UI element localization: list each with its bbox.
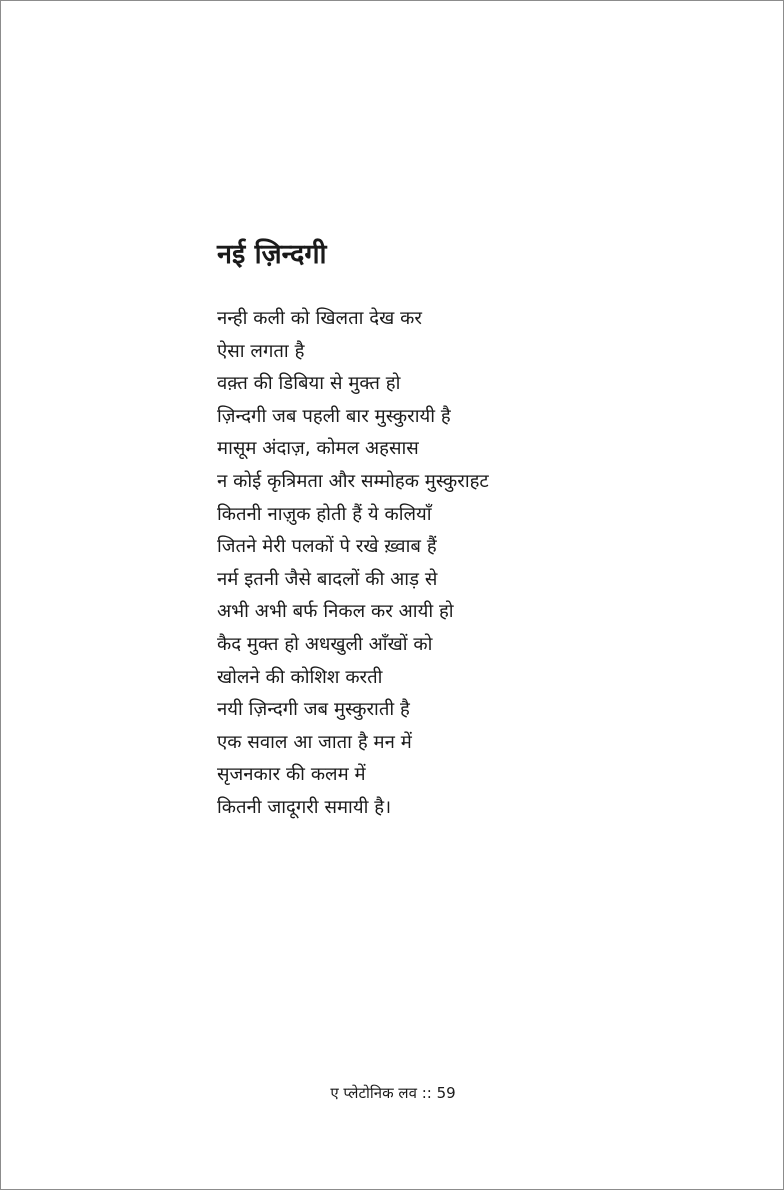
poem-line: ऐसा लगता है: [217, 340, 305, 362]
poem-line: जितने मेरी पलकों पे रखे ख़्वाब हैं: [217, 536, 437, 558]
poem-line: एक सवाल आ जाता है मन में: [217, 731, 412, 753]
poem-title: नई ज़िन्दगी: [217, 239, 327, 270]
poem-line: कैद मुक्त हो अधखुली आँखों को: [217, 633, 433, 655]
poem-line: अभी अभी बर्फ निकल कर आयी हो: [217, 601, 454, 623]
poem-line: सृजनकार की कलम में: [217, 764, 366, 786]
poem-line: कितनी नाज़ुक होती हैं ये कलियाँ: [217, 503, 432, 525]
page-footer: ए प्लेटोनिक लव :: 59: [330, 1084, 456, 1102]
poem-body: [217, 303, 489, 825]
poem-line: मासूम अंदाज़, कोमल अहसास: [217, 438, 419, 460]
poem-line: नयी ज़िन्दगी जब मुस्कुराती है: [217, 699, 410, 721]
poem-line: कितनी जादूगरी समायी है।: [217, 796, 392, 818]
poem-line: वक़्त की डिबिया से मुक्त हो: [217, 373, 401, 395]
poem-line: खोलने की कोशिश करती: [217, 666, 383, 688]
poem-line: न कोई कृत्रिमता और सम्मोहक मुस्कुराहट: [217, 470, 489, 492]
poem-line: नन्ही कली को खिलता देख कर: [217, 308, 422, 329]
poem-line: नर्म इतनी जैसे बादलों की आड़ से: [217, 568, 438, 590]
poem-line: ज़िन्दगी जब पहली बार मुस्कुरायी है: [217, 405, 451, 427]
